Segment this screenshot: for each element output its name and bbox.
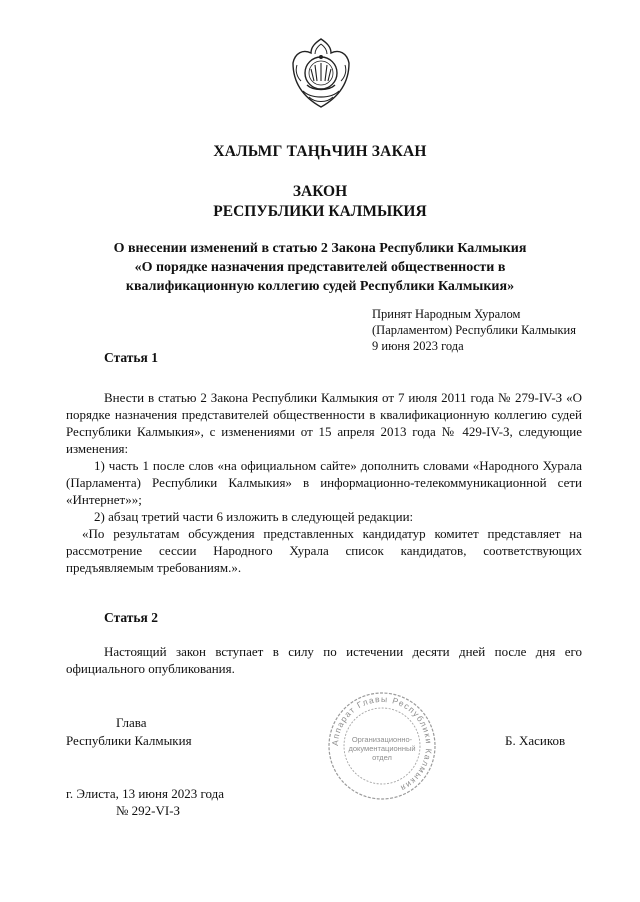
law-title-line: О внесении изменений в статью 2 Закона Республики Калмыкия (113, 241, 527, 256)
law-heading (40, 182, 600, 222)
law-word: ЗАКОН (292, 183, 348, 200)
law-title-line: квалификационную коллегию судей Республики Калмыкия» (125, 279, 515, 294)
article-1-item-1: 1) часть 1 после слов «на официальном сайте» дополнить словами «Народного Хурала (Парламента) Республики Калмыкия» в информационно-телекоммуникационной сети «Интернет»»; (66, 458, 582, 507)
signer-position-line1: Глава (116, 715, 147, 730)
stamp-inner-line: Организационно- (351, 735, 413, 744)
article-2-body (66, 643, 582, 677)
law-title (40, 239, 600, 296)
article-1-intro: Внести в статью 2 Закона Республики Калмыкия от 7 июля 2011 года № 279-IV-З «О порядке назначения представителей общественности в квалификационную коллегию судей Республики Калмыкия», с изменениями от 15 апреля 2013 года № 429-IV-З, следующие изменения: (66, 390, 582, 456)
article-1-quote: «По результатам обсуждения представленных кандидатур комитет представляет на рассмотрение сессии Народного Хурала список кандидатов, соответствующих предъявляемым требованиям.». (66, 526, 582, 575)
coat-of-arms-emblem (289, 35, 353, 115)
article-1-body (66, 389, 582, 576)
article-2-heading: Статья 2 (104, 610, 158, 625)
adoption-line: (Парламентом) Республики Калмыкия (372, 323, 576, 337)
adoption-line: 9 июня 2023 года (372, 339, 464, 353)
law-number: № 292-VI-З (116, 803, 181, 818)
official-stamp (326, 690, 438, 802)
article-1-item-2: 2) абзац третий части 6 изложить в следующей редакции: (94, 509, 414, 524)
adoption-line: Принят Народным Хуралом (372, 307, 521, 321)
kalmyk-law-title: ХАЛЬМГ ТАҢҺЧИН ЗАКАН (213, 143, 427, 160)
stamp-ring-text: Аппарат Главы Республики Калмыкия (329, 693, 435, 794)
article-2-text: Настоящий закон вступает в силу по истечении десяти дней после дня его официального опубликования. (66, 644, 582, 676)
article-1-heading: Статья 1 (104, 350, 158, 365)
stamp-inner-line: отдел (372, 753, 392, 762)
place-date: г. Элиста, 13 июня 2023 года (66, 786, 224, 801)
signer-name: Б. Хасиков (505, 733, 566, 748)
signer-position-line2: Республики Калмыкия (66, 733, 192, 748)
adoption-note (372, 306, 576, 354)
law-title-line: «О порядке назначения представителей общественности в (134, 260, 506, 275)
stamp-inner-line: документационный (348, 744, 416, 753)
republic-name: РЕСПУБЛИКИ КАЛМЫКИЯ (213, 203, 427, 220)
